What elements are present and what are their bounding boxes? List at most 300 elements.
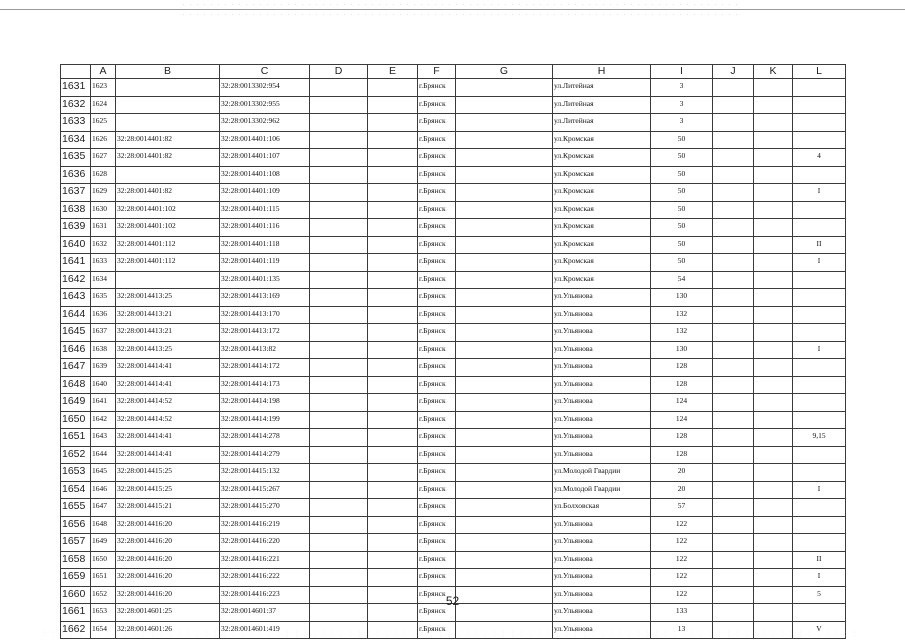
cell-g xyxy=(456,464,553,482)
cell-j xyxy=(713,79,754,97)
cell-h: ул.Кромская xyxy=(553,254,651,272)
cell-j xyxy=(713,341,754,359)
cell-k xyxy=(754,551,793,569)
cell-h: ул.Молодой Гвардии xyxy=(553,464,651,482)
row-number: 1653 xyxy=(61,464,91,482)
cell-c: 32:28:0014415:132 xyxy=(220,464,310,482)
cell-e xyxy=(368,289,418,307)
cell-f: г.Брянск xyxy=(418,166,456,184)
page-number: 52 xyxy=(445,594,460,608)
cell-b: 32:28:0014414:41 xyxy=(116,429,220,447)
cell-g xyxy=(456,534,553,552)
cell-l: I xyxy=(793,481,846,499)
cell-a: 1653 xyxy=(91,604,116,622)
cell-d xyxy=(310,184,368,202)
cell-l: II xyxy=(793,236,846,254)
cell-k xyxy=(754,79,793,97)
cell-f: г.Брянск xyxy=(418,446,456,464)
cell-h: ул.Ульянова xyxy=(553,516,651,534)
table-row xyxy=(61,569,846,587)
cell-e xyxy=(368,184,418,202)
cell-e xyxy=(368,569,418,587)
cell-h: ул.Ульянова xyxy=(553,359,651,377)
cell-a: 1631 xyxy=(91,219,116,237)
cell-b: 32:28:0014415:21 xyxy=(116,499,220,517)
cell-i: 128 xyxy=(651,359,713,377)
cell-k xyxy=(754,359,793,377)
cell-l xyxy=(793,114,846,132)
cell-f: г.Брянск xyxy=(418,219,456,237)
cell-e xyxy=(368,131,418,149)
cell-k xyxy=(754,481,793,499)
cell-g xyxy=(456,516,553,534)
cell-a: 1625 xyxy=(91,114,116,132)
cell-f: г.Брянск xyxy=(418,569,456,587)
cell-c: 32:28:0014413:169 xyxy=(220,289,310,307)
cell-f: г.Брянск xyxy=(418,359,456,377)
cell-b: 32:28:0014601:25 xyxy=(116,604,220,622)
cell-l: V xyxy=(793,621,846,639)
table-row xyxy=(61,306,846,324)
cell-e xyxy=(368,534,418,552)
cell-a: 1641 xyxy=(91,394,116,412)
cell-a: 1623 xyxy=(91,79,116,97)
cell-h: ул.Ульянова xyxy=(553,429,651,447)
column-header-h: H xyxy=(553,65,651,79)
cell-h: ул.Молодой Гвардии xyxy=(553,481,651,499)
cell-g xyxy=(456,184,553,202)
cell-i: 13 xyxy=(651,621,713,639)
cell-k xyxy=(754,569,793,587)
cell-d xyxy=(310,464,368,482)
cell-c: 32:28:0013302:962 xyxy=(220,114,310,132)
cell-d xyxy=(310,499,368,517)
cell-h: ул.Кромская xyxy=(553,184,651,202)
cell-c: 32:28:0014401:107 xyxy=(220,149,310,167)
cell-l xyxy=(793,446,846,464)
scan-noise-bottom xyxy=(40,630,860,638)
cell-j xyxy=(713,516,754,534)
row-number: 1645 xyxy=(61,324,91,342)
cell-d xyxy=(310,96,368,114)
cell-i: 50 xyxy=(651,219,713,237)
cell-l xyxy=(793,166,846,184)
cell-i: 132 xyxy=(651,324,713,342)
cell-f: г.Брянск xyxy=(418,131,456,149)
cell-l xyxy=(793,534,846,552)
cell-h: ул.Кромская xyxy=(553,236,651,254)
cell-j xyxy=(713,324,754,342)
cell-g xyxy=(456,324,553,342)
cell-d xyxy=(310,569,368,587)
cell-e xyxy=(368,551,418,569)
cell-i: 50 xyxy=(651,184,713,202)
cell-e xyxy=(368,79,418,97)
cell-b: 32:28:0014416:20 xyxy=(116,551,220,569)
cell-k xyxy=(754,96,793,114)
cell-j xyxy=(713,429,754,447)
cell-c: 32:28:0014401:135 xyxy=(220,271,310,289)
cell-b: 32:28:0014414:52 xyxy=(116,411,220,429)
cell-l: I xyxy=(793,341,846,359)
cell-a: 1632 xyxy=(91,236,116,254)
cell-f: г.Брянск xyxy=(418,324,456,342)
cell-l: 9,15 xyxy=(793,429,846,447)
cell-f: г.Брянск xyxy=(418,621,456,639)
cell-b: 32:28:0014414:41 xyxy=(116,446,220,464)
table-row xyxy=(61,534,846,552)
cell-i: 54 xyxy=(651,271,713,289)
cell-b xyxy=(116,79,220,97)
cell-g xyxy=(456,79,553,97)
cell-k xyxy=(754,131,793,149)
cell-f: г.Брянск xyxy=(418,394,456,412)
cell-k xyxy=(754,254,793,272)
cell-f: г.Брянск xyxy=(418,306,456,324)
cell-g xyxy=(456,254,553,272)
cell-h: ул.Кромская xyxy=(553,201,651,219)
cell-d xyxy=(310,166,368,184)
cell-g xyxy=(456,499,553,517)
cell-c: 32:28:0014401:118 xyxy=(220,236,310,254)
row-number: 1650 xyxy=(61,411,91,429)
cell-l xyxy=(793,289,846,307)
cell-e xyxy=(368,481,418,499)
cell-i: 122 xyxy=(651,534,713,552)
cell-d xyxy=(310,289,368,307)
cell-g xyxy=(456,551,553,569)
cell-j xyxy=(713,254,754,272)
cell-l: II xyxy=(793,551,846,569)
table-row xyxy=(61,551,846,569)
cell-a: 1633 xyxy=(91,254,116,272)
table-row xyxy=(61,446,846,464)
cell-g xyxy=(456,481,553,499)
cell-k xyxy=(754,394,793,412)
cell-g xyxy=(456,114,553,132)
cell-j xyxy=(713,149,754,167)
row-number: 1652 xyxy=(61,446,91,464)
cell-i: 50 xyxy=(651,166,713,184)
cell-h: ул.Ульянова xyxy=(553,586,651,604)
cell-k xyxy=(754,446,793,464)
cell-c: 32:28:0014401:119 xyxy=(220,254,310,272)
cell-b xyxy=(116,166,220,184)
cell-j xyxy=(713,394,754,412)
cell-k xyxy=(754,324,793,342)
cell-k xyxy=(754,341,793,359)
cell-k xyxy=(754,149,793,167)
cell-i: 128 xyxy=(651,429,713,447)
table-row xyxy=(61,149,846,167)
cell-l xyxy=(793,219,846,237)
cell-k xyxy=(754,201,793,219)
cell-g xyxy=(456,411,553,429)
table-row xyxy=(61,114,846,132)
cell-i: 50 xyxy=(651,236,713,254)
cell-a: 1646 xyxy=(91,481,116,499)
cell-i: 122 xyxy=(651,586,713,604)
cell-i: 124 xyxy=(651,394,713,412)
cell-j xyxy=(713,236,754,254)
cell-a: 1651 xyxy=(91,569,116,587)
cell-d xyxy=(310,149,368,167)
cell-f: г.Брянск xyxy=(418,499,456,517)
row-number: 1631 xyxy=(61,79,91,97)
cell-h: ул.Кромская xyxy=(553,271,651,289)
cell-j xyxy=(713,289,754,307)
cell-k xyxy=(754,429,793,447)
cell-d xyxy=(310,254,368,272)
cell-b: 32:28:0014401:102 xyxy=(116,219,220,237)
cell-h: ул.Ульянова xyxy=(553,289,651,307)
table-row xyxy=(61,464,846,482)
cell-j xyxy=(713,569,754,587)
table-row xyxy=(61,516,846,534)
cell-i: 3 xyxy=(651,96,713,114)
cell-j xyxy=(713,114,754,132)
cell-f: г.Брянск xyxy=(418,184,456,202)
cell-h: ул.Литейная xyxy=(553,114,651,132)
cell-k xyxy=(754,411,793,429)
cell-c: 32:28:0014401:106 xyxy=(220,131,310,149)
cell-g xyxy=(456,236,553,254)
cell-a: 1642 xyxy=(91,411,116,429)
row-number: 1660 xyxy=(61,586,91,604)
cell-a: 1652 xyxy=(91,586,116,604)
cell-l xyxy=(793,96,846,114)
cell-c: 32:28:0014601:37 xyxy=(220,604,310,622)
scan-edge-line xyxy=(0,9,905,10)
cell-i: 130 xyxy=(651,341,713,359)
column-header-g: G xyxy=(456,65,553,79)
column-header-c: C xyxy=(220,65,310,79)
cell-b: 32:28:0014401:112 xyxy=(116,254,220,272)
cell-g xyxy=(456,429,553,447)
cell-g xyxy=(456,446,553,464)
cell-a: 1650 xyxy=(91,551,116,569)
cell-k xyxy=(754,166,793,184)
cell-a: 1637 xyxy=(91,324,116,342)
table-row xyxy=(61,236,846,254)
row-number: 1638 xyxy=(61,201,91,219)
cell-j xyxy=(713,499,754,517)
cell-f: г.Брянск xyxy=(418,464,456,482)
cell-j xyxy=(713,306,754,324)
cell-l xyxy=(793,131,846,149)
cell-l: 5 xyxy=(793,586,846,604)
cell-l: I xyxy=(793,184,846,202)
cell-f: г.Брянск xyxy=(418,114,456,132)
cell-a: 1644 xyxy=(91,446,116,464)
column-header-a: A xyxy=(91,65,116,79)
cell-l xyxy=(793,516,846,534)
cell-c: 32:28:0014401:116 xyxy=(220,219,310,237)
column-header-b: B xyxy=(116,65,220,79)
cell-c: 32:28:0014401:115 xyxy=(220,201,310,219)
cell-b xyxy=(116,96,220,114)
column-header-i: I xyxy=(651,65,713,79)
table-row xyxy=(61,219,846,237)
cell-h: ул.Ульянова xyxy=(553,569,651,587)
cell-f: г.Брянск xyxy=(418,149,456,167)
cell-j xyxy=(713,359,754,377)
table-row xyxy=(61,131,846,149)
cell-h: ул.Ульянова xyxy=(553,621,651,639)
cell-c: 32:28:0014416:220 xyxy=(220,534,310,552)
row-number: 1657 xyxy=(61,534,91,552)
cell-f: г.Брянск xyxy=(418,429,456,447)
cell-i: 57 xyxy=(651,499,713,517)
cell-h: ул.Ульянова xyxy=(553,551,651,569)
cell-f: г.Брянск xyxy=(418,236,456,254)
cell-j xyxy=(713,376,754,394)
cell-a: 1624 xyxy=(91,96,116,114)
cell-e xyxy=(368,271,418,289)
row-number: 1651 xyxy=(61,429,91,447)
table-row xyxy=(61,289,846,307)
cell-d xyxy=(310,341,368,359)
cell-d xyxy=(310,551,368,569)
column-header-j: J xyxy=(713,65,754,79)
cell-e xyxy=(368,394,418,412)
row-number: 1646 xyxy=(61,341,91,359)
cell-e xyxy=(368,446,418,464)
cell-j xyxy=(713,446,754,464)
cell-b: 32:28:0014414:52 xyxy=(116,394,220,412)
cell-l xyxy=(793,324,846,342)
cell-b: 32:28:0014415:25 xyxy=(116,464,220,482)
cell-e xyxy=(368,96,418,114)
cell-c: 32:28:0014416:222 xyxy=(220,569,310,587)
cell-c: 32:28:0014416:219 xyxy=(220,516,310,534)
cell-i: 122 xyxy=(651,569,713,587)
cell-a: 1649 xyxy=(91,534,116,552)
cell-i: 3 xyxy=(651,114,713,132)
cell-a: 1627 xyxy=(91,149,116,167)
cell-g xyxy=(456,394,553,412)
cell-a: 1629 xyxy=(91,184,116,202)
row-number: 1637 xyxy=(61,184,91,202)
cell-l xyxy=(793,201,846,219)
table-row xyxy=(61,96,846,114)
cell-f: г.Брянск xyxy=(418,254,456,272)
table-row xyxy=(61,324,846,342)
row-number: 1639 xyxy=(61,219,91,237)
cell-e xyxy=(368,149,418,167)
cell-a: 1648 xyxy=(91,516,116,534)
cell-h: ул.Ульянова xyxy=(553,341,651,359)
cell-b: 32:28:0014413:21 xyxy=(116,324,220,342)
cell-c: 32:28:0014414:199 xyxy=(220,411,310,429)
cell-b xyxy=(116,114,220,132)
cell-h: ул.Ульянова xyxy=(553,604,651,622)
row-number: 1643 xyxy=(61,289,91,307)
cell-d xyxy=(310,306,368,324)
cell-j xyxy=(713,184,754,202)
cell-k xyxy=(754,516,793,534)
cell-a: 1654 xyxy=(91,621,116,639)
row-number: 1654 xyxy=(61,481,91,499)
cell-l xyxy=(793,271,846,289)
cell-i: 124 xyxy=(651,411,713,429)
cell-e xyxy=(368,464,418,482)
cell-i: 128 xyxy=(651,446,713,464)
cell-i: 130 xyxy=(651,289,713,307)
cell-b: 32:28:0014401:112 xyxy=(116,236,220,254)
table-row xyxy=(61,201,846,219)
cell-c: 32:28:0014416:223 xyxy=(220,586,310,604)
cell-e xyxy=(368,201,418,219)
cell-b: 32:28:0014401:82 xyxy=(116,131,220,149)
cell-d xyxy=(310,236,368,254)
cell-e xyxy=(368,411,418,429)
cell-l: I xyxy=(793,254,846,272)
cell-d xyxy=(310,376,368,394)
cell-d xyxy=(310,481,368,499)
cell-a: 1635 xyxy=(91,289,116,307)
cell-g xyxy=(456,166,553,184)
cell-f: г.Брянск xyxy=(418,376,456,394)
cell-f: г.Брянск xyxy=(418,481,456,499)
cell-l xyxy=(793,376,846,394)
cell-h: ул.Литейная xyxy=(553,79,651,97)
cell-g xyxy=(456,341,553,359)
column-header-e: E xyxy=(368,65,418,79)
cell-a: 1636 xyxy=(91,306,116,324)
row-number: 1648 xyxy=(61,376,91,394)
cell-h: ул.Ульянова xyxy=(553,376,651,394)
cell-c: 32:28:0014416:221 xyxy=(220,551,310,569)
cell-i: 133 xyxy=(651,604,713,622)
row-number: 1644 xyxy=(61,306,91,324)
row-number: 1656 xyxy=(61,516,91,534)
cell-a: 1634 xyxy=(91,271,116,289)
table-row xyxy=(61,166,846,184)
cell-b: 32:28:0014414:41 xyxy=(116,376,220,394)
cell-l xyxy=(793,79,846,97)
cell-d xyxy=(310,411,368,429)
table-row xyxy=(61,376,846,394)
cell-c: 32:28:0013302:955 xyxy=(220,96,310,114)
cell-c: 32:28:0014601:419 xyxy=(220,621,310,639)
cell-k xyxy=(754,289,793,307)
cell-k xyxy=(754,271,793,289)
row-number: 1662 xyxy=(61,621,91,639)
cell-b xyxy=(116,271,220,289)
cell-h: ул.Ульянова xyxy=(553,534,651,552)
table-row xyxy=(61,481,846,499)
cell-j xyxy=(713,271,754,289)
cell-b: 32:28:0014416:20 xyxy=(116,516,220,534)
cell-k xyxy=(754,376,793,394)
cell-b: 32:28:0014415:25 xyxy=(116,481,220,499)
cell-a: 1630 xyxy=(91,201,116,219)
corner-cell xyxy=(61,65,91,79)
cell-l xyxy=(793,499,846,517)
cell-e xyxy=(368,166,418,184)
row-number: 1655 xyxy=(61,499,91,517)
cell-b: 32:28:0014413:25 xyxy=(116,289,220,307)
cell-h: ул.Кромская xyxy=(553,219,651,237)
cell-d xyxy=(310,429,368,447)
cell-b: 32:28:0014416:20 xyxy=(116,586,220,604)
cell-f: г.Брянск xyxy=(418,79,456,97)
cell-i: 50 xyxy=(651,131,713,149)
cell-h: ул.Кромская xyxy=(553,149,651,167)
sheet-body xyxy=(61,79,846,639)
row-number: 1632 xyxy=(61,96,91,114)
